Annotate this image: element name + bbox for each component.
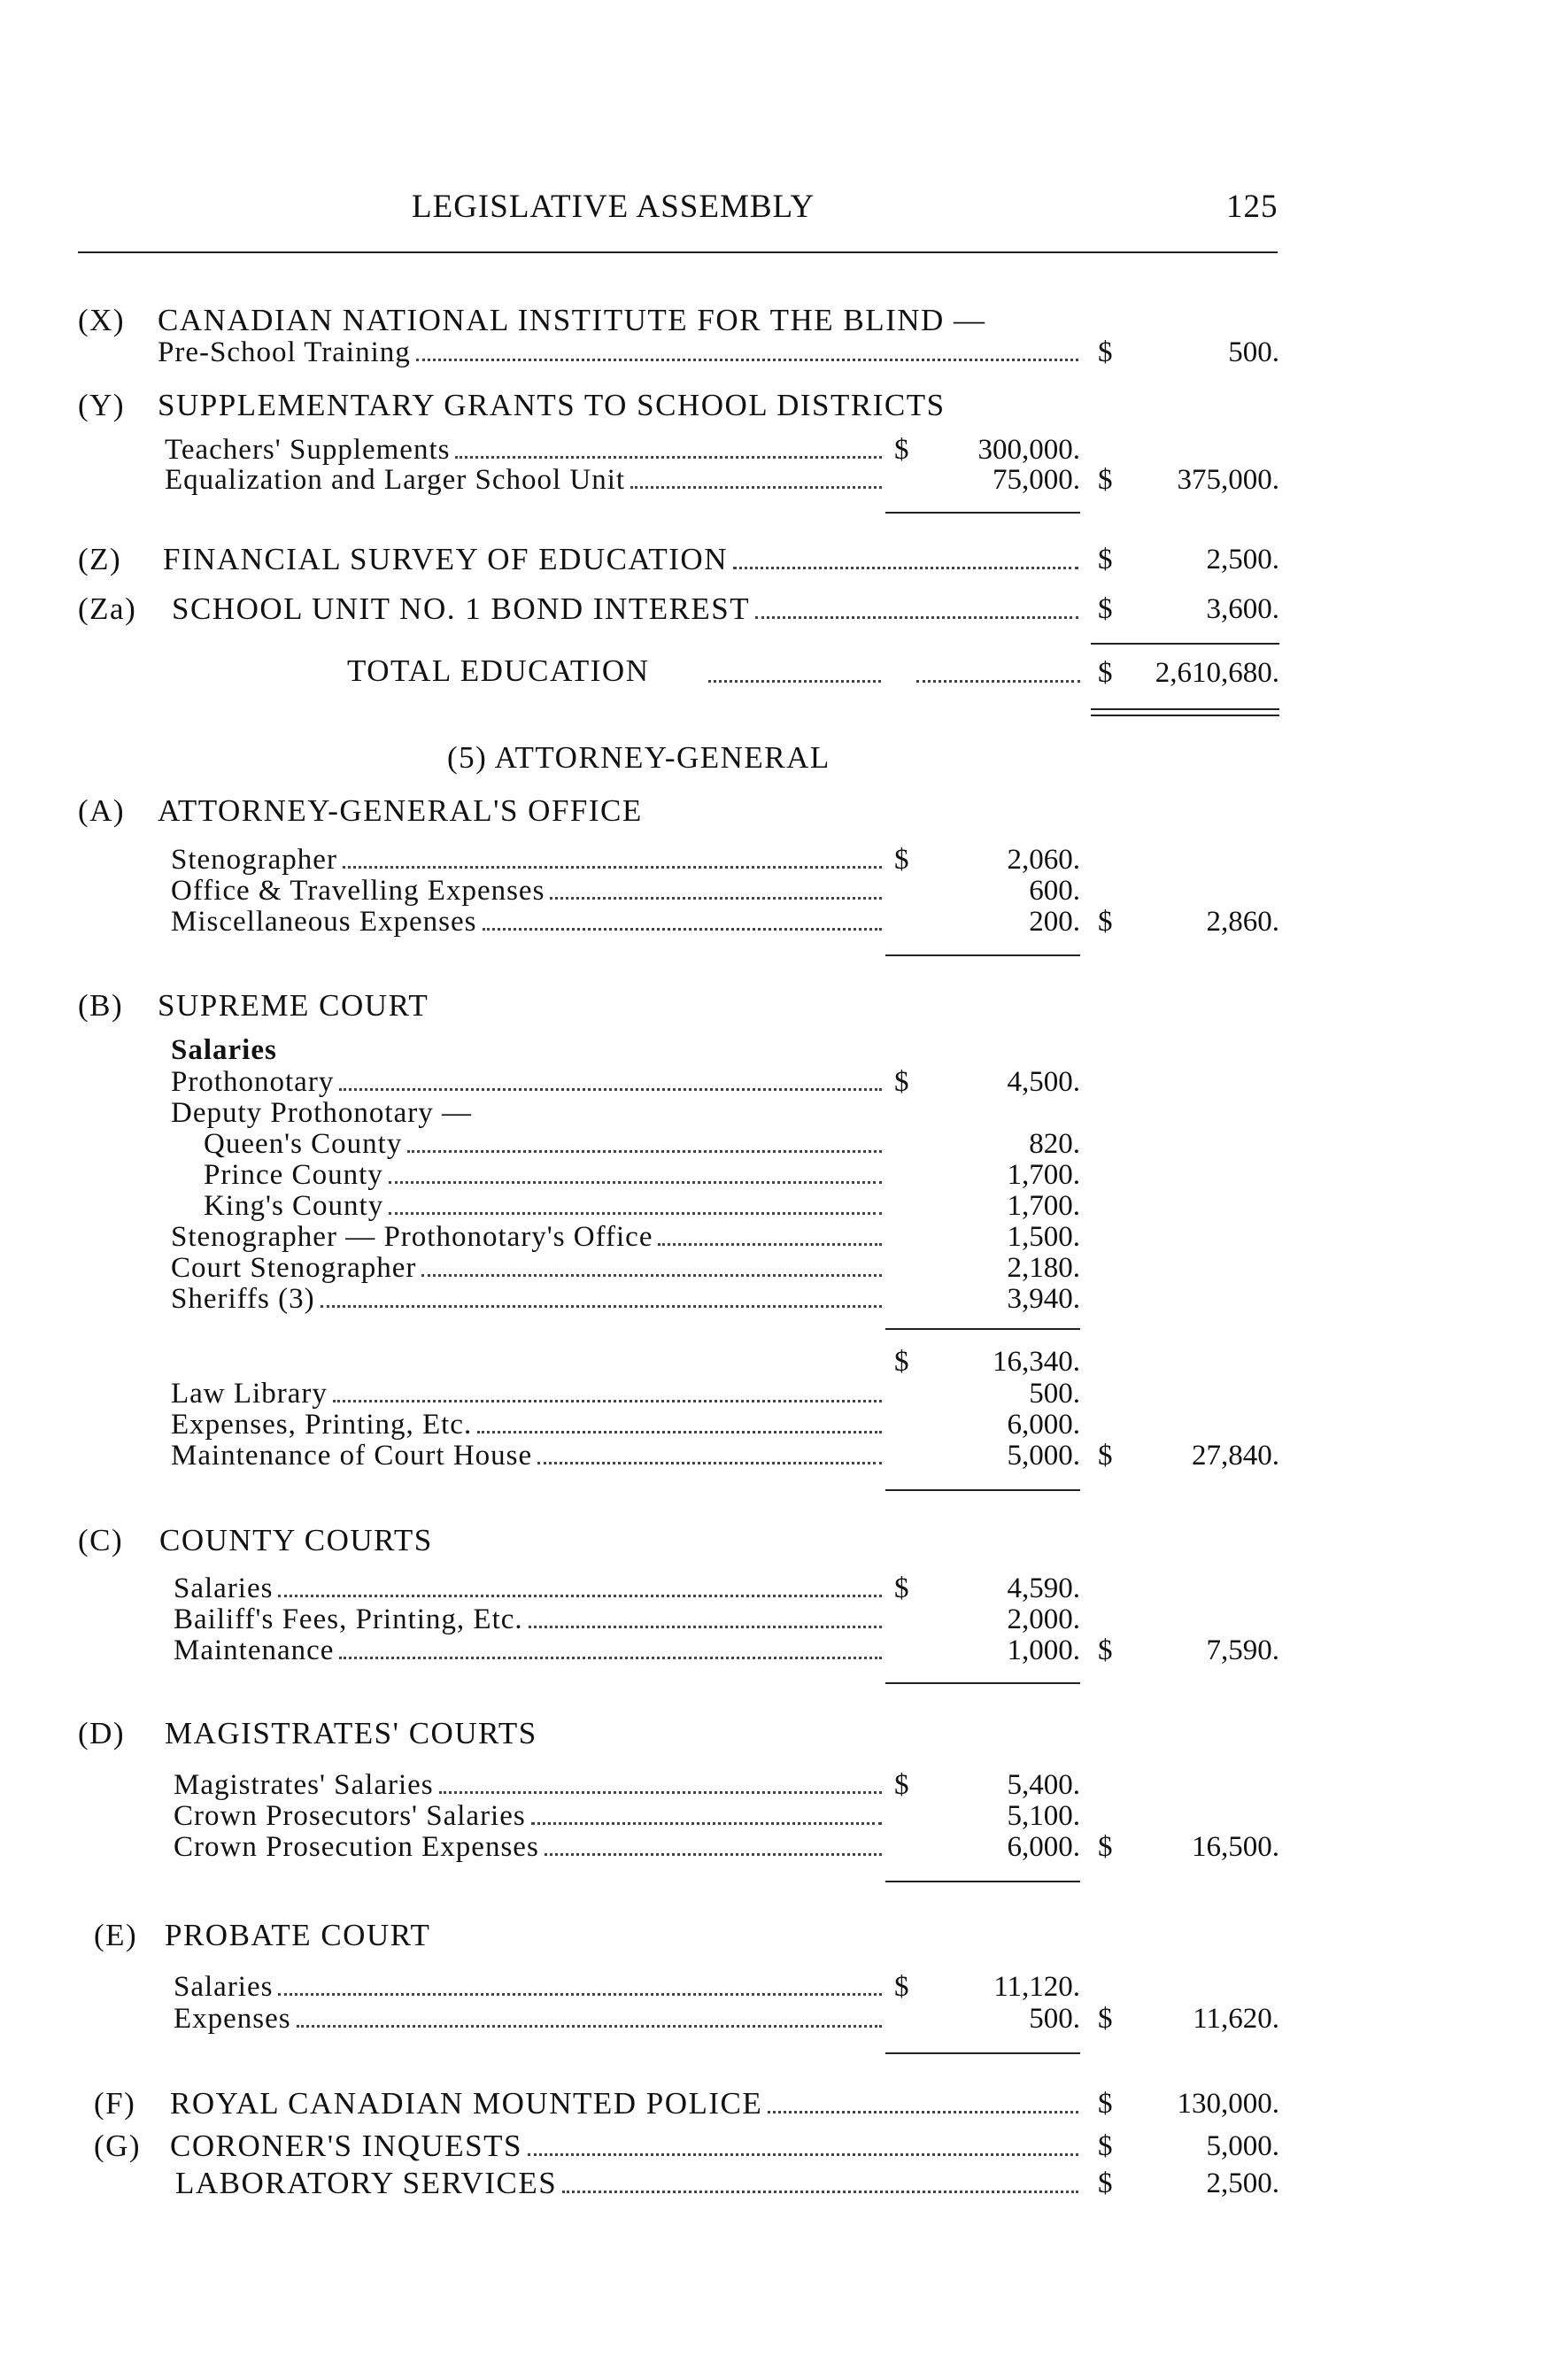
dollar-sign: $ [894,1346,909,1378]
section-f-title: ROYAL CANADIAN MOUNTED POLICE [170,2086,763,2121]
dollar-sign: $ [894,844,909,876]
dollar-sign: $ [1098,464,1113,496]
laboratory-total: 2,500. [1206,2168,1279,2199]
section-c-item: Bailiff's Fees, Printing, Etc. [174,1603,882,1636]
section-d-item: Crown Prosecution Expenses [174,1831,882,1864]
dollar-sign: $ [1098,2003,1113,2035]
section-b-item: Prothonotary [171,1066,882,1099]
subtotal-rule [885,512,1080,514]
section-za-total: 3,600. [1206,593,1279,625]
section-e-letter: (E) [94,1918,138,1952]
section-b-total: 27,840. [1192,1440,1279,1472]
section-d-total: 16,500. [1192,1831,1279,1863]
section-b-title: SUPREME COURT [158,988,429,1023]
section-z-title: FINANCIAL SURVEY OF EDUCATION [163,542,728,576]
section-c-total: 7,590. [1206,1634,1279,1666]
section-b-item: Maintenance of Court House [171,1440,882,1472]
dollar-sign: $ [1098,336,1113,368]
section-e-item: Salaries [174,1971,882,2004]
section-d-item: Magistrates' Salaries [174,1769,882,1802]
dollar-sign: $ [1098,2168,1113,2199]
laboratory-row [175,2166,1078,2201]
section-b-item: Expenses, Printing, Etc. [171,1409,882,1441]
subtotal-rule [885,1489,1080,1491]
section-y-item: Teachers' Supplements [165,434,882,467]
section-b-item: Prince County [204,1159,882,1192]
subtotal-rule [885,1881,1080,1882]
section-f-row: (F) ROYAL CANADIAN MOUNTED POLICE [94,2086,1078,2121]
section-x-title: CANADIAN NATIONAL INSTITUTE FOR THE BLIND — [158,303,986,337]
section-g-title: CORONER'S INQUESTS [170,2129,522,2163]
dollar-sign: $ [1098,544,1113,576]
section-a-total: 2,860. [1206,906,1279,938]
section-x-item [158,336,1078,369]
section-b-letter: (B) [78,988,124,1023]
dollar-sign: $ [1098,2130,1113,2162]
header-rule [78,251,1278,253]
section-x-total: 500. [1228,336,1279,368]
section-a-title: ATTORNEY-GENERAL'S OFFICE [158,793,643,828]
section-b-item: Law Library [171,1378,882,1410]
section-za-title: SCHOOL UNIT NO. 1 BOND INTEREST [172,591,751,626]
section-c-item: Salaries [174,1572,882,1605]
section-e-title: PROBATE COURT [165,1918,431,1952]
total-education-value: 2,610,680. [1155,657,1279,689]
item-value: 75,000. [993,464,1080,496]
section-f-total: 130,000. [1177,2088,1279,2120]
section-c-title: COUNTY COURTS [159,1523,433,1557]
section-b-item: Sheriffs (3) [171,1283,882,1316]
subtotal-rule [885,954,1080,956]
leader-dots [708,680,881,683]
section-z-total: 2,500. [1206,544,1279,576]
section-d-letter: (D) [78,1716,126,1750]
dollar-sign: $ [1098,1634,1113,1666]
section-b-item: King's County [204,1190,882,1223]
section-a-item: Stenographer [171,844,882,877]
double-rule [1091,708,1279,716]
section-za-row: (Za) SCHOOL UNIT NO. 1 BOND INTEREST [78,591,1078,627]
section-5-heading: (5) ATTORNEY-GENERAL [447,740,830,775]
leader-dots [416,359,1078,361]
section-d-item: Crown Prosecutors' Salaries [174,1800,882,1833]
dollar-sign: $ [1098,1440,1113,1472]
total-rule [1091,643,1279,645]
section-y-total: 375,000. [1177,464,1279,496]
section-y-letter: (Y) [78,388,126,422]
dollar-sign: $ [1098,1831,1113,1863]
dollar-sign: $ [1098,593,1113,625]
dollar-sign: $ [894,1066,909,1098]
section-b-subtotal: 16,340. [993,1346,1080,1378]
section-z-row: (Z) FINANCIAL SURVEY OF EDUCATION [78,542,1078,577]
section-a-item: Miscellaneous Expenses [171,906,882,939]
subtotal-rule [885,1682,1080,1684]
laboratory-title: LABORATORY SERVICES [175,2166,558,2200]
dollar-sign: $ [1098,2088,1113,2120]
dollar-sign: $ [894,434,909,466]
dollar-sign: $ [1098,906,1113,938]
section-e-total: 11,620. [1193,2003,1279,2035]
section-y-item: Equalization and Larger School Unit [165,464,882,497]
section-g-row: (G) CORONER'S INQUESTS [94,2129,1078,2164]
deputy-heading: Deputy Prothonotary — [171,1097,472,1129]
page-number: 125 [1226,189,1278,225]
dollar-sign: $ [894,1971,909,2003]
section-b-item: Court Stenographer [171,1252,882,1285]
subtotal-rule [885,1328,1080,1330]
section-c-item: Maintenance [174,1634,882,1667]
dollar-sign: $ [894,1572,909,1604]
total-education-label: TOTAL EDUCATION [347,653,650,688]
dollar-sign: $ [1098,657,1113,689]
section-a-letter: (A) [78,793,126,828]
item-label: Pre-School Training [158,336,411,368]
section-b-item: Queen's County [204,1128,882,1161]
section-c-letter: (C) [78,1523,124,1557]
section-y-title: SUPPLEMENTARY GRANTS TO SCHOOL DISTRICTS [158,388,946,422]
section-g-total: 5,000. [1206,2130,1279,2162]
item-value: 300,000. [977,434,1080,466]
leader-dots [916,680,1080,683]
salaries-heading: Salaries [171,1034,277,1066]
subtotal-rule [885,2052,1080,2054]
section-x-letter: (X) [78,303,126,337]
section-a-item: Office & Travelling Expenses [171,875,882,908]
page-title: LEGISLATIVE ASSEMBLY [412,189,815,225]
section-e-item: Expenses [174,2003,882,2036]
section-d-title: MAGISTRATES' COURTS [165,1716,537,1750]
section-b-item: Stenographer — Prothonotary's Office [171,1221,882,1254]
dollar-sign: $ [894,1769,909,1801]
